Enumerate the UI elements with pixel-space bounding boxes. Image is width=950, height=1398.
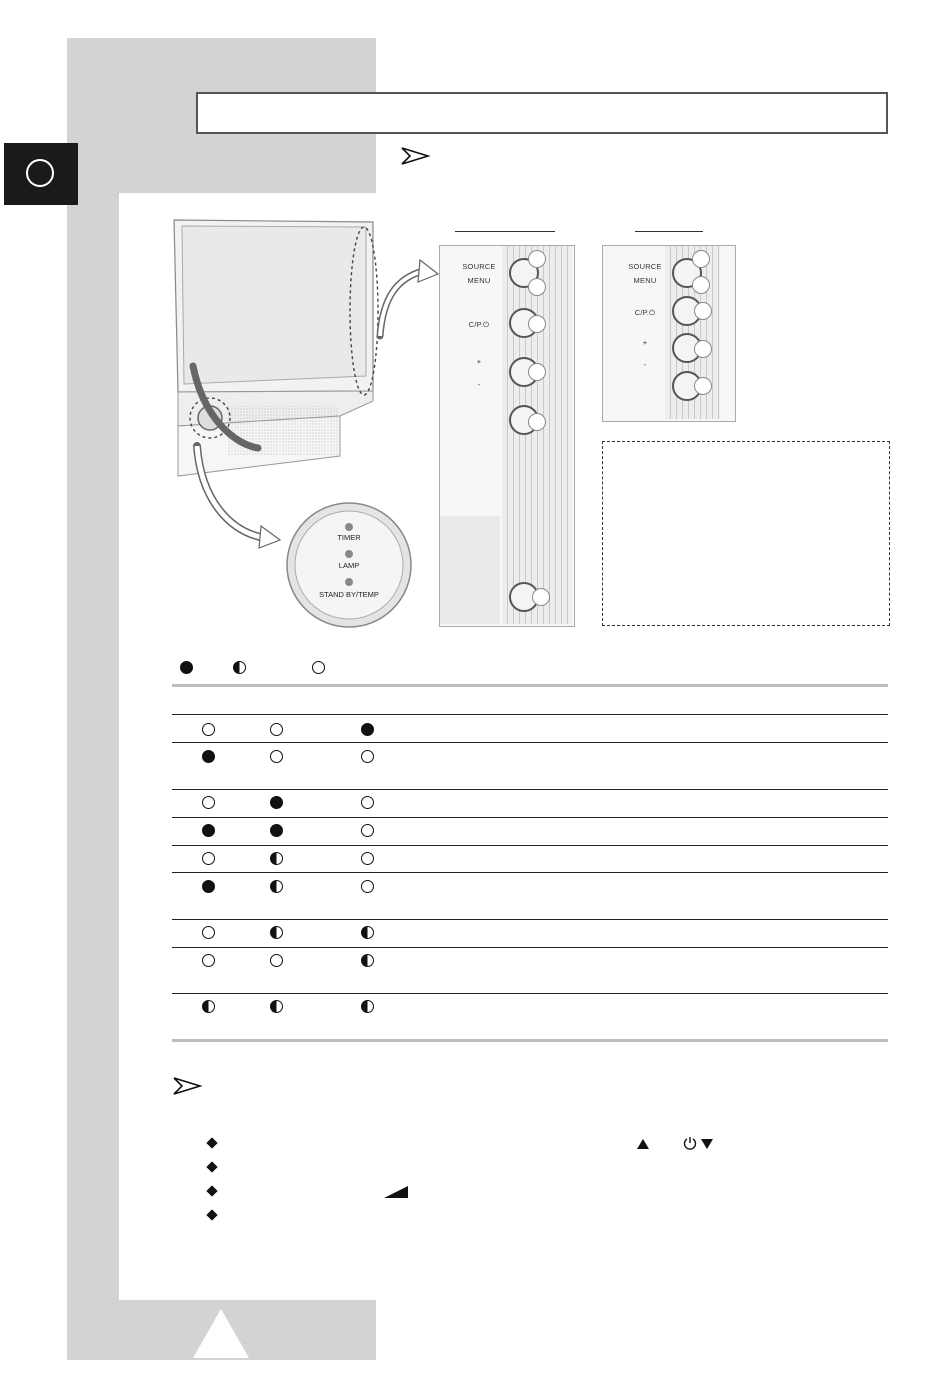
led-label-lamp: LAMP bbox=[338, 561, 360, 570]
led-state-off-icon bbox=[361, 796, 374, 809]
panel-a-minus-label: - bbox=[477, 380, 481, 389]
side-panel-b bbox=[602, 245, 736, 422]
panel-b-callout-5 bbox=[694, 377, 712, 395]
table-row-rule bbox=[172, 789, 888, 790]
led-state-on-icon bbox=[361, 723, 374, 736]
led-state-on-icon bbox=[202, 824, 215, 837]
panel-a-plus-label: + bbox=[476, 357, 482, 366]
led-label-timer: TIMER bbox=[337, 533, 361, 542]
led-state-off-icon bbox=[202, 852, 215, 865]
panel-a-menu-label: MENU bbox=[467, 276, 491, 285]
legend-off-icon bbox=[312, 661, 325, 674]
note-arrow-icon bbox=[172, 1076, 204, 1096]
led-state-off-icon bbox=[202, 954, 215, 967]
led-label-standby: STAND BY/TEMP bbox=[319, 590, 379, 599]
panel-a-callout-4 bbox=[528, 363, 546, 381]
led-state-on-icon bbox=[270, 824, 283, 837]
sidebar-gray bbox=[67, 193, 119, 1360]
led-state-half-icon bbox=[361, 1000, 374, 1013]
panel-b-plus-label: + bbox=[642, 338, 648, 347]
dashed-note-box bbox=[602, 441, 890, 626]
led-state-off-icon bbox=[270, 750, 283, 763]
led-state-off-icon bbox=[202, 723, 215, 736]
panel-a-callout-2 bbox=[528, 278, 546, 296]
panel-a-channel-label: C/P.⏻ bbox=[468, 320, 490, 329]
timer-led-icon bbox=[345, 523, 353, 531]
panel-b-callout-4 bbox=[694, 340, 712, 358]
side-panel-a bbox=[439, 245, 575, 627]
bullet-diamond-icon bbox=[206, 1185, 217, 1196]
led-state-on-icon bbox=[202, 750, 215, 763]
section-tab bbox=[4, 143, 78, 205]
panel-a-callout-1 bbox=[528, 250, 546, 268]
led-state-half-icon bbox=[270, 926, 283, 939]
led-state-off-icon bbox=[361, 852, 374, 865]
panel-b-callout-2 bbox=[692, 276, 710, 294]
panel-b-channel-label: C/P.⏻ bbox=[634, 308, 656, 317]
led-state-off-icon bbox=[270, 954, 283, 967]
table-row-rule bbox=[172, 817, 888, 818]
led-state-on-icon bbox=[202, 880, 215, 893]
down-triangle-icon bbox=[701, 1139, 713, 1149]
section-tab-circle-icon bbox=[26, 159, 54, 187]
panel-a-source-label: SOURCE bbox=[462, 262, 496, 271]
led-state-half-icon bbox=[361, 926, 374, 939]
standby-led-icon bbox=[345, 578, 353, 586]
note-arrow-icon bbox=[400, 146, 432, 166]
panel-b-minus-label: - bbox=[643, 360, 647, 369]
led-state-half-icon bbox=[270, 880, 283, 893]
led-state-off-icon bbox=[361, 824, 374, 837]
bullet-diamond-icon bbox=[206, 1161, 217, 1172]
led-state-on-icon bbox=[270, 796, 283, 809]
led-state-half-icon bbox=[202, 1000, 215, 1013]
panel-a-callout-6 bbox=[532, 588, 550, 606]
table-bottom-rule bbox=[172, 1039, 888, 1042]
up-triangle-icon bbox=[637, 1139, 649, 1149]
panel-b-source-label: SOURCE bbox=[628, 262, 662, 271]
volume-wedge-icon bbox=[384, 1186, 408, 1198]
led-state-off-icon bbox=[202, 926, 215, 939]
table-row-rule bbox=[172, 993, 888, 994]
legend-blinking-icon bbox=[233, 661, 246, 674]
table-row-rule bbox=[172, 947, 888, 948]
table-row-rule bbox=[172, 919, 888, 920]
panel-b-header-line bbox=[635, 231, 703, 232]
page-triangle-icon bbox=[190, 1306, 252, 1360]
lamp-led-icon bbox=[345, 550, 353, 558]
curved-arrow-icon bbox=[185, 440, 285, 550]
bullet-diamond-icon bbox=[206, 1209, 217, 1220]
bullet-diamond-icon bbox=[206, 1137, 217, 1148]
power-icon bbox=[683, 1136, 697, 1150]
page-title-box bbox=[196, 92, 888, 134]
panel-a-header-line bbox=[455, 231, 555, 232]
panel-b-callout-3 bbox=[694, 302, 712, 320]
led-state-off-icon bbox=[202, 796, 215, 809]
led-state-half-icon bbox=[361, 954, 374, 967]
legend-on-icon bbox=[180, 661, 193, 674]
table-row-rule bbox=[172, 872, 888, 873]
table-top-rule bbox=[172, 684, 888, 687]
panel-b-menu-label: MENU bbox=[633, 276, 657, 285]
table-row-rule bbox=[172, 845, 888, 846]
panel-a-stripes bbox=[502, 246, 572, 624]
table-header-rule bbox=[172, 714, 888, 715]
led-state-off-icon bbox=[270, 723, 283, 736]
panel-b-callout-1 bbox=[692, 250, 710, 268]
led-state-half-icon bbox=[270, 1000, 283, 1013]
table-row-rule bbox=[172, 742, 888, 743]
panel-a-callout-3 bbox=[528, 315, 546, 333]
panel-a-callout-5 bbox=[528, 413, 546, 431]
led-state-off-icon bbox=[361, 880, 374, 893]
panel-a-dots bbox=[440, 516, 500, 624]
led-state-off-icon bbox=[361, 750, 374, 763]
led-state-half-icon bbox=[270, 852, 283, 865]
